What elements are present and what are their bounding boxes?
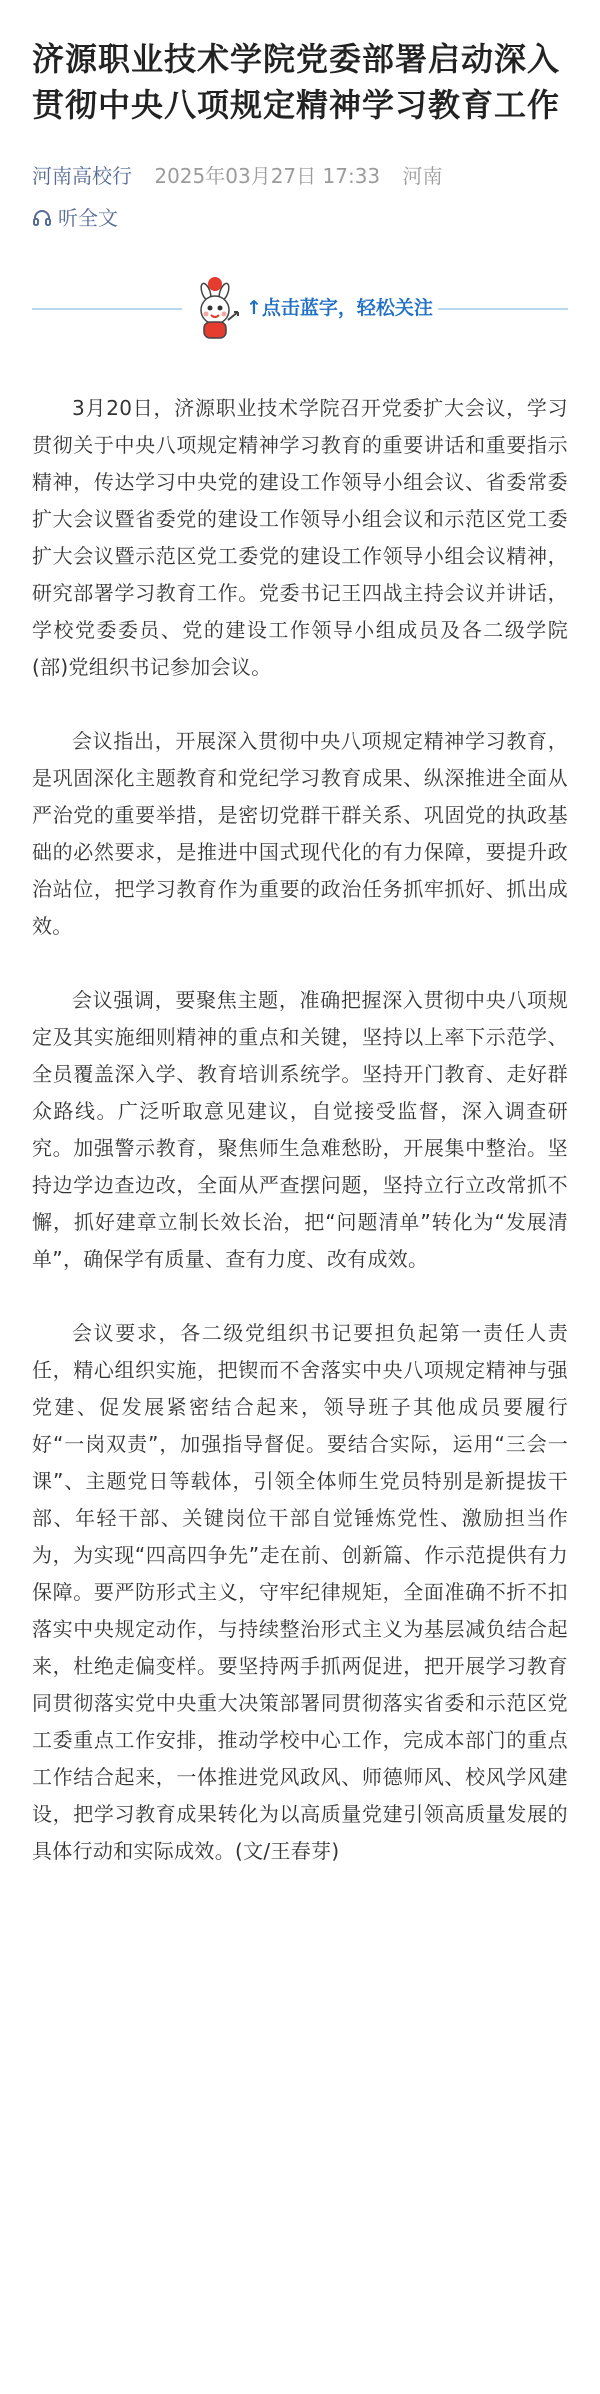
mascot-icon [184,272,246,344]
paragraph: 会议强调，要聚焦主题，准确把握深入贯彻中央八项规定及其实施细则精神的重点和关键，坚持以上率下示范学、全员覆盖深入学、教育培训系统学。坚持开门教育、走好群众路线。广泛听取意见建议，自觉接受监督，深入调查研究。加强警示教育，聚焦师生急难愁盼，开展集中整治。坚持边学边查边改，全面从严查摆问题，坚持立行立改常抓不懈，抓好建章立制长效长治，把“问题清单”转化为“发展清单”，确保学有质量、查有力度、改有成效。 [32,988,568,1271]
paragraph: 3月20日，济源职业技术学院召开党委扩大会议，学习贯彻关于中央八项规定精神学习教育的重要讲话和重要指示精神，传达学习中央党的建设工作领导小组会议、省委常委扩大会议暨省委党的建设工作领导小组会议和示范区党工委扩大会议暨示范区党工委党的建设工作领导小组会议精神，研究部署学习教育工作。党委书记王四战主持会议并讲话，学校党委委员、党的建设工作领导小组成员及各二级学院(部)党组织书记参加会议。 [32,396,568,679]
listen-full-text-button[interactable] [32,204,568,232]
banner-divider-left [32,308,182,310]
account-name-link[interactable]: 河南高校行 [32,164,132,188]
publish-location: 河南 [402,164,443,188]
follow-banner[interactable] [32,268,568,348]
listen-label: 听全文 [58,206,118,230]
paragraph: 会议指出，开展深入贯彻中央八项规定精神学习教育，是巩固深化主题教育和党纪学习教育成果、纵深推进全面从严治党的重要举措，是密切党群干群关系、巩固党的执政基础的必然要求，是推进中国式现代化的有力保障，要提升政治站位，把学习教育作为重要的政治任务抓牢抓好、抓出成效。 [32,729,568,938]
article-body [32,390,568,1870]
follow-cta-text[interactable]: ↑点击蓝字，轻松关注 [246,297,433,319]
paragraph: 会议要求，各二级党组织书记要担负起第一责任人责任，精心组织实施，把锲而不舍落实中央八项规定精神与强党建、促发展紧密结合起来，领导班子其他成员要履行好“一岗双责”，加强指导督促。要结合实际，运用“三会一课”、主题党日等载体，引领全体师生党员特别是新提拔干部、年轻干部、关键岗位干部自觉锤炼党性、激励担当作为，为实现“四高四争先”走在前、创新篇、作示范提供有力保障。要严防形式主义，守牢纪律规矩，全面准确不折不扣落实中央规定动作，与持续整治形式主义为基层减负结合起来，杜绝走偏变样。要坚持两手抓两促进，把开展学习教育同贯彻落实党中央重大决策部署同贯彻落实省委和示范区党工委重点工作安排，推动学校中心工作，完成本部门的重点工作结合起来，一体推进党风政风、师德师风、校风学风建设，把学习教育成果转化为以高质量党建引领高质量发展的具体行动和实际成效。(文/王春芽) [32,1321,568,1863]
banner-divider-right [438,308,568,310]
publish-date: 2025年03月27日 17:33 [154,164,381,188]
article-title: 济源职业技术学院党委部署启动深入贯彻中央八项规定精神学习教育工作 [32,40,561,124]
headphones-icon [32,208,52,228]
article-meta [32,162,568,190]
